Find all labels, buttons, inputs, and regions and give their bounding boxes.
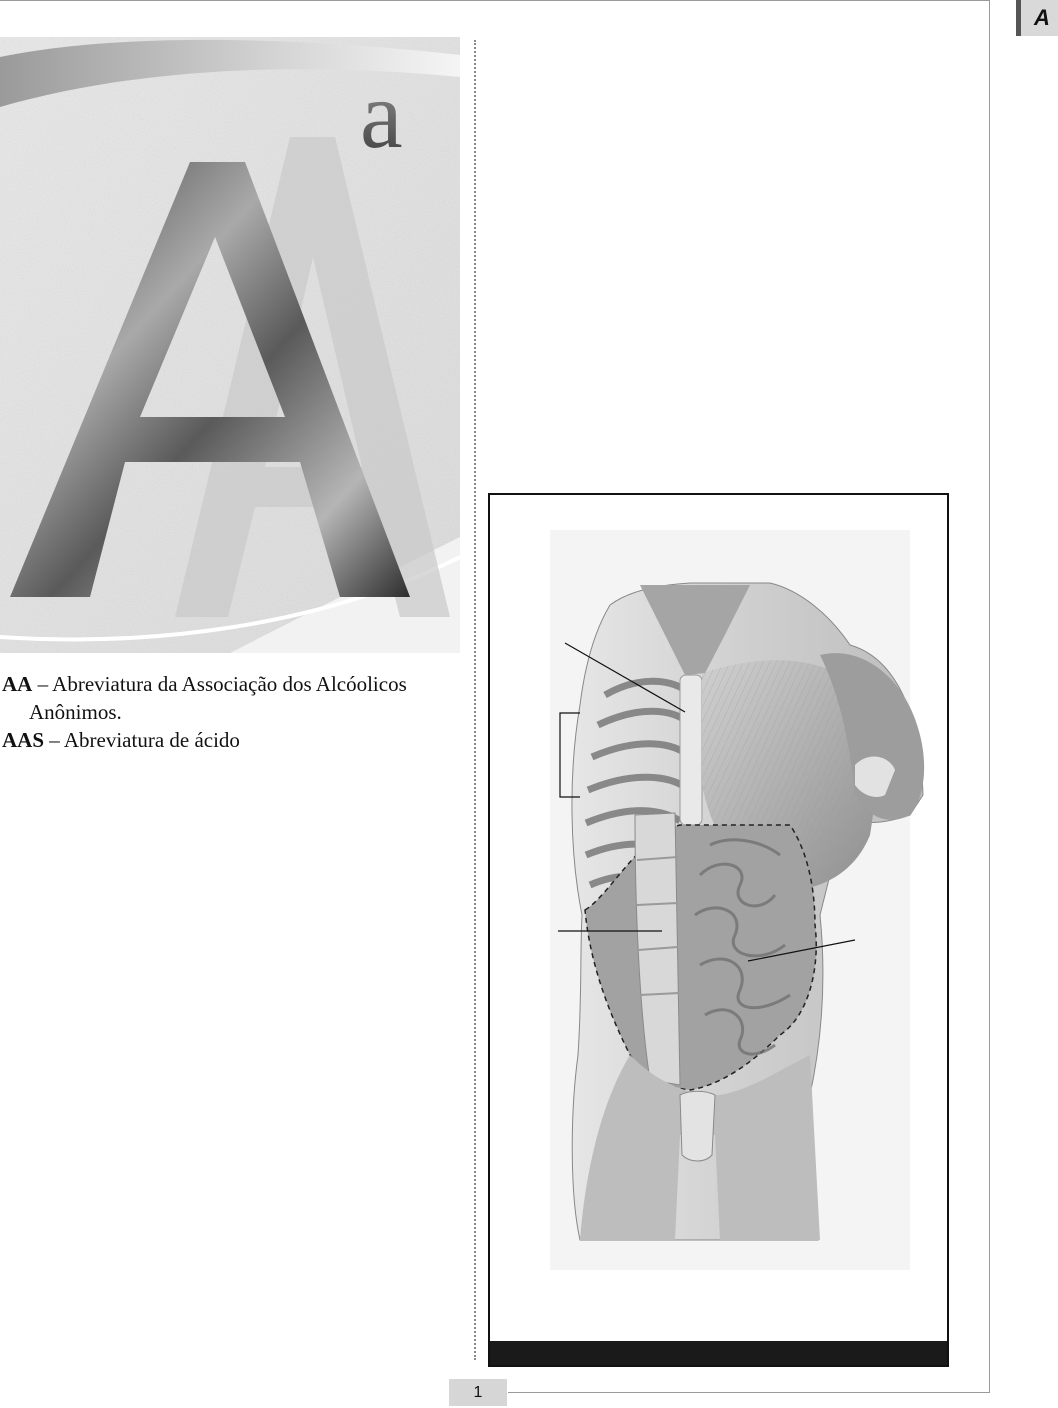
figure-caption-bar (490, 1341, 947, 1365)
section-hero-illustration (0, 37, 460, 653)
glossary-entry (2, 726, 464, 754)
page-number: 1 (449, 1379, 507, 1406)
torso-anatomy-illustration (490, 495, 947, 1341)
entry-definition-continuation: Anônimos. (29, 700, 122, 724)
page-frame-top (0, 0, 989, 1)
entry-definition: – Abreviatura da Associação dos Alcóolicos (32, 672, 407, 696)
hero-lowercase-a: a (360, 61, 403, 168)
column-divider (474, 40, 476, 1360)
entry-definition: – Abreviatura de ácido (44, 728, 240, 752)
anatomy-figure (488, 493, 949, 1367)
page-frame-right (989, 0, 990, 1392)
section-letter-tab: A (1016, 0, 1058, 36)
page-frame-bottom (508, 1392, 990, 1393)
glossary-entries (2, 670, 464, 754)
hero-letter-art (0, 37, 460, 653)
entry-term: AA (2, 672, 33, 696)
glossary-entry (2, 670, 464, 726)
entry-term: AAS (2, 728, 45, 752)
